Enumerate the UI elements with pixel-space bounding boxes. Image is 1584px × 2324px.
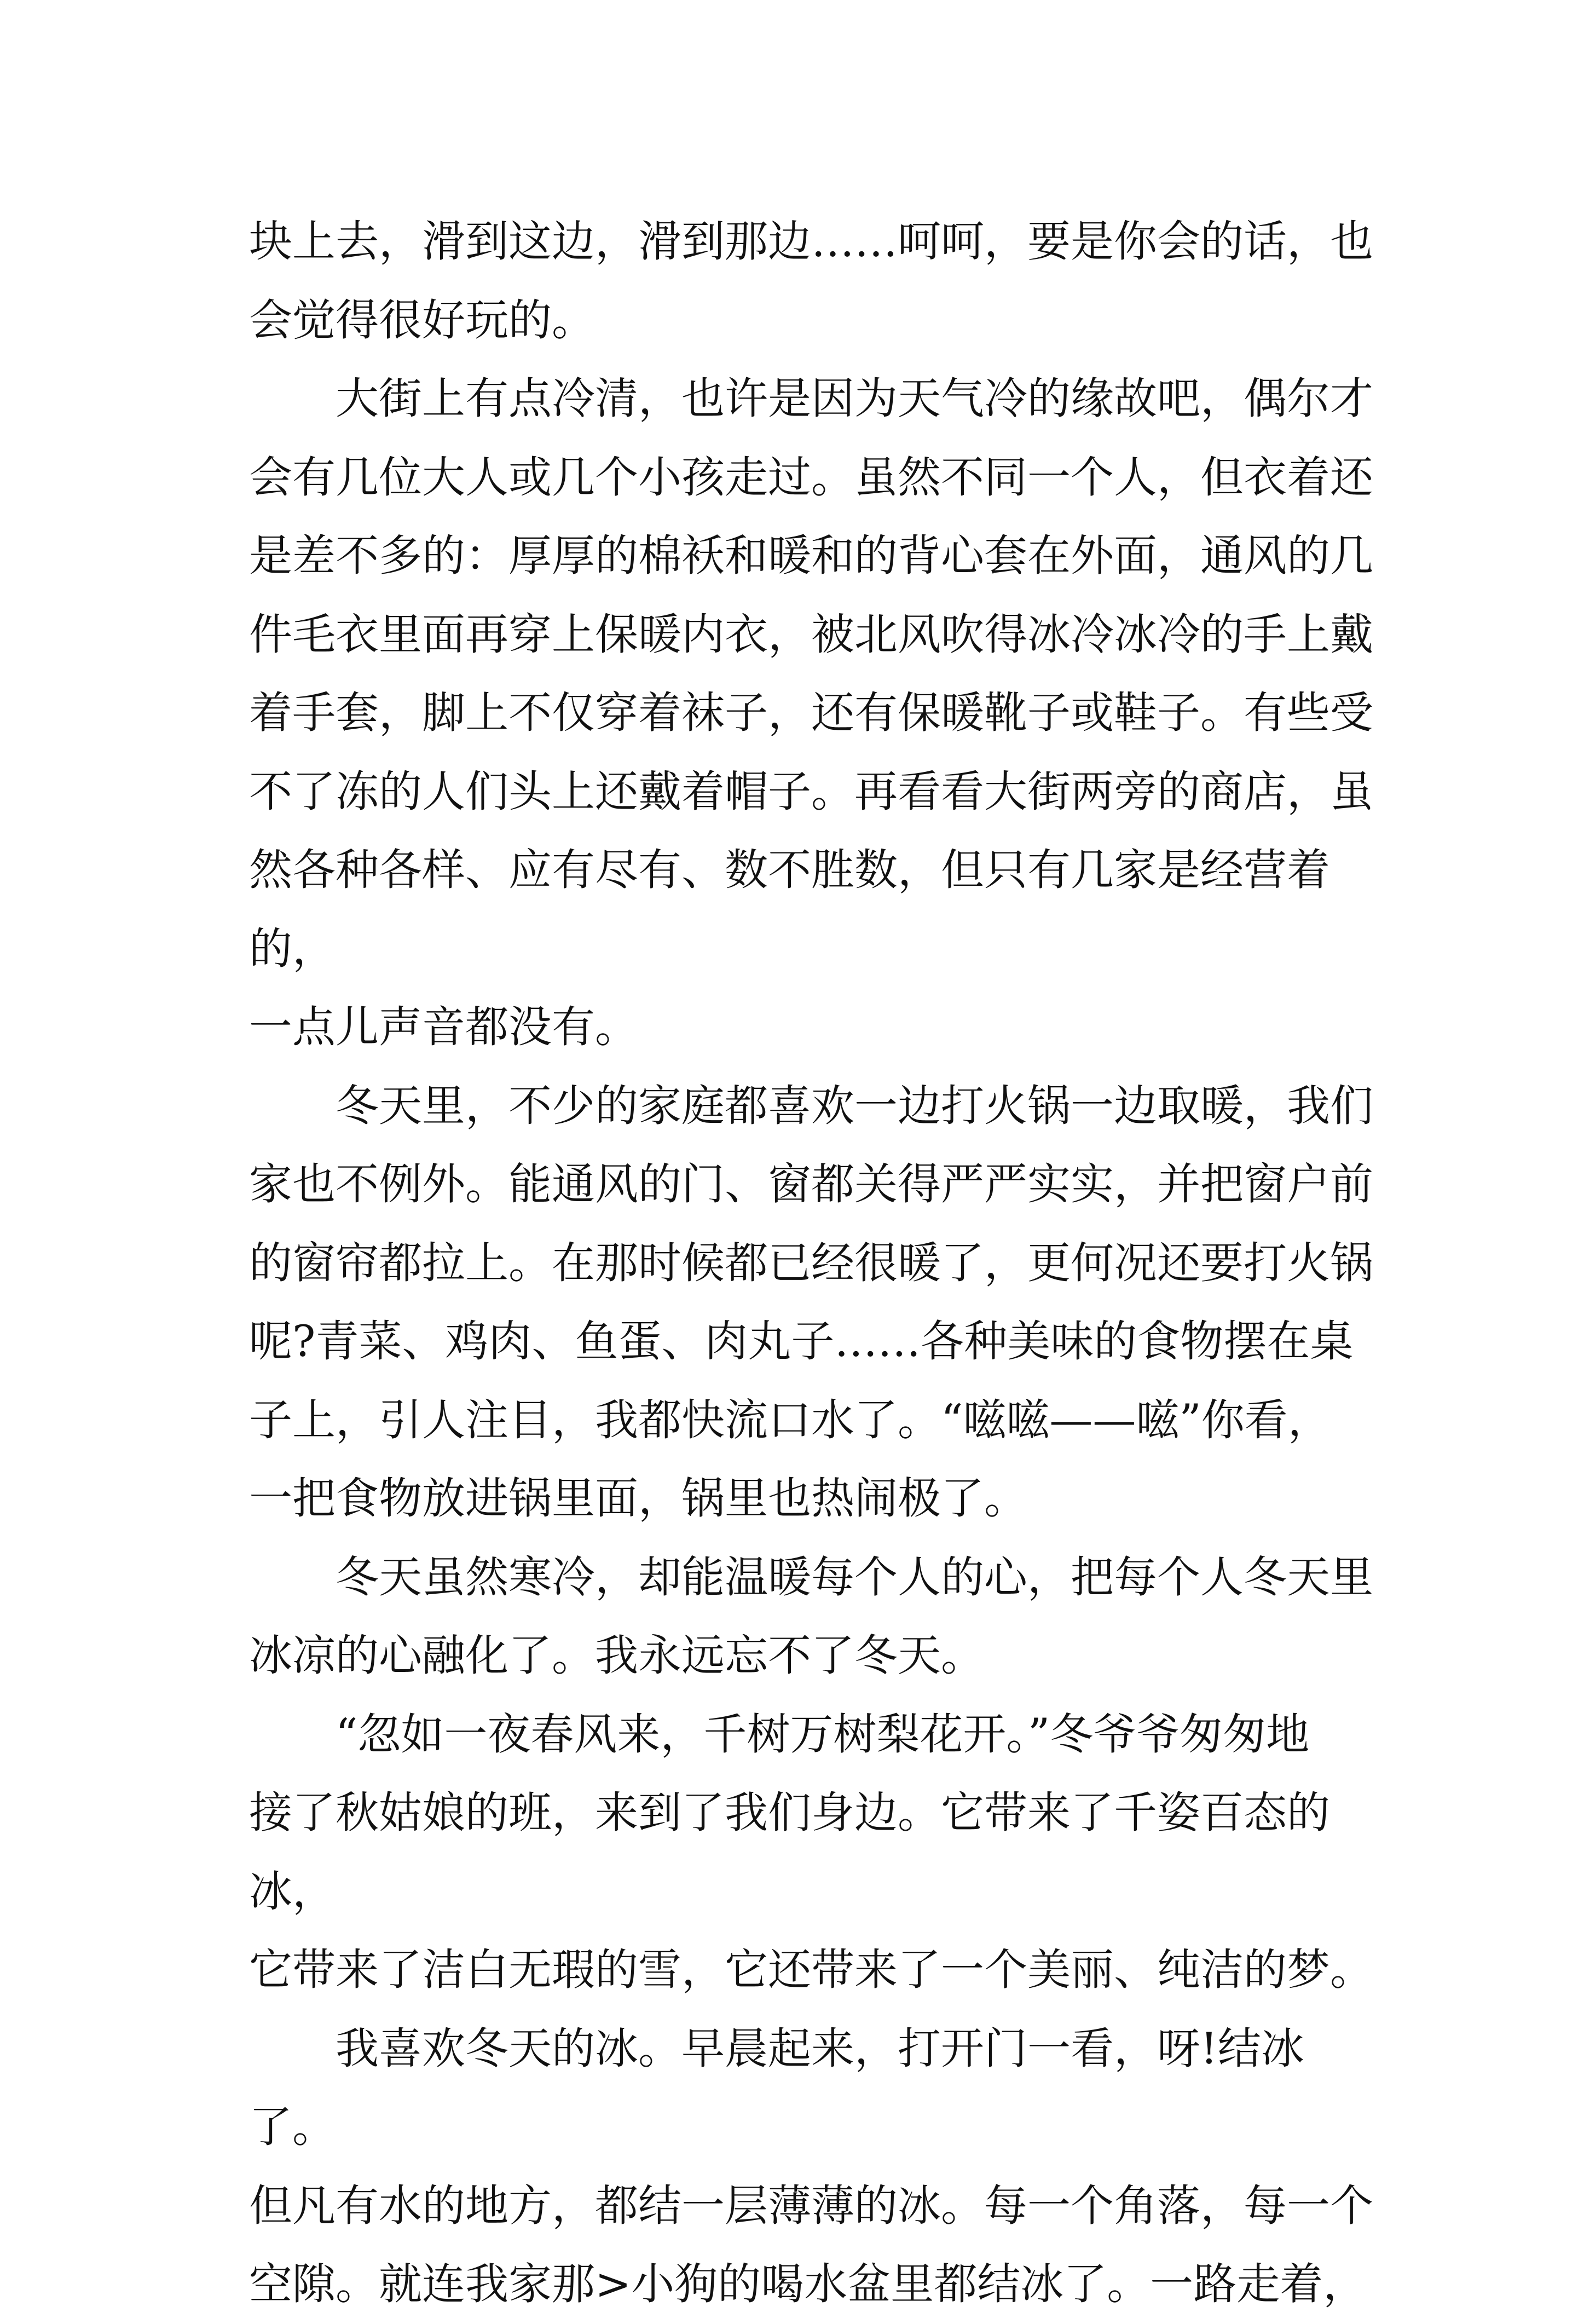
paragraph-winter-ice: 我喜欢冬天的冰。早晨起来，打开门一看，呀!结冰了。 但凡有水的地方，都结一层薄薄的冰。每一个角落，每一个 空隙。就连我家那>小狗的喝水盆里都结冰了。一路走着， — [249, 2023, 1373, 2309]
paragraph-poem-quote: “忽如一夜春风来，千树万树梨花开。”冬爷爷匆匆地 接了秋姑娘的班，来到了我们身边。它带来了千姿百态的冰， 它带来了洁白无瑕的雪，它还带来了一个美丽、纯洁的梦。 — [249, 1709, 1373, 1995]
paragraph-hotpot: 冬天里，不少的家庭都喜欢一边打火锅一边取暖，我们 家也不例外。能通风的门、窗都关得严严实实，并把窗户前 的窗帘都拉上。在那时候都已经很暖了，更何况还要打火锅 呢?青菜、鸡肉、鱼蛋、肉丸子……各种美味的食物摆在桌 子上，引人注目，我都快流口水了。“嗞嗞——嗞”你看， 一把食物放进锅里面，锅里也热闹极了。 — [249, 1080, 1373, 1524]
paragraph-street: 大街上有点冷清，也许是因为天气冷的缘故吧，偶尔才 会有几位大人或几个小孩走过。虽然不同一个人，但衣着还 是差不多的：厚厚的棉袄和暖和的背心套在外面，通风的几 件毛衣里面再穿上保暖内衣，被北风吹得冰冷冰冷的手上戴 着手套，脚上不仅穿着袜子，还有保暖靴子或鞋子。有些受 不了冻的人们头上还戴着帽子。再看看大街两旁的商店，虽 然各种各样、应有尽有、数不胜数，但只有几家是经营着的， 一点儿声音都没有。 — [249, 373, 1373, 1052]
paragraph-ice-skating: 块上去，滑到这边，滑到那边……呵呵，要是你会的话，也 会觉得很好玩的。 — [249, 216, 1373, 345]
paragraph-winter-warmth: 冬天虽然寒冷，却能温暖每个人的心，把每个人冬天里 冰凉的心融化了。我永远忘不了冬天。 — [249, 1552, 1373, 1681]
document-body — [249, 203, 1377, 2324]
